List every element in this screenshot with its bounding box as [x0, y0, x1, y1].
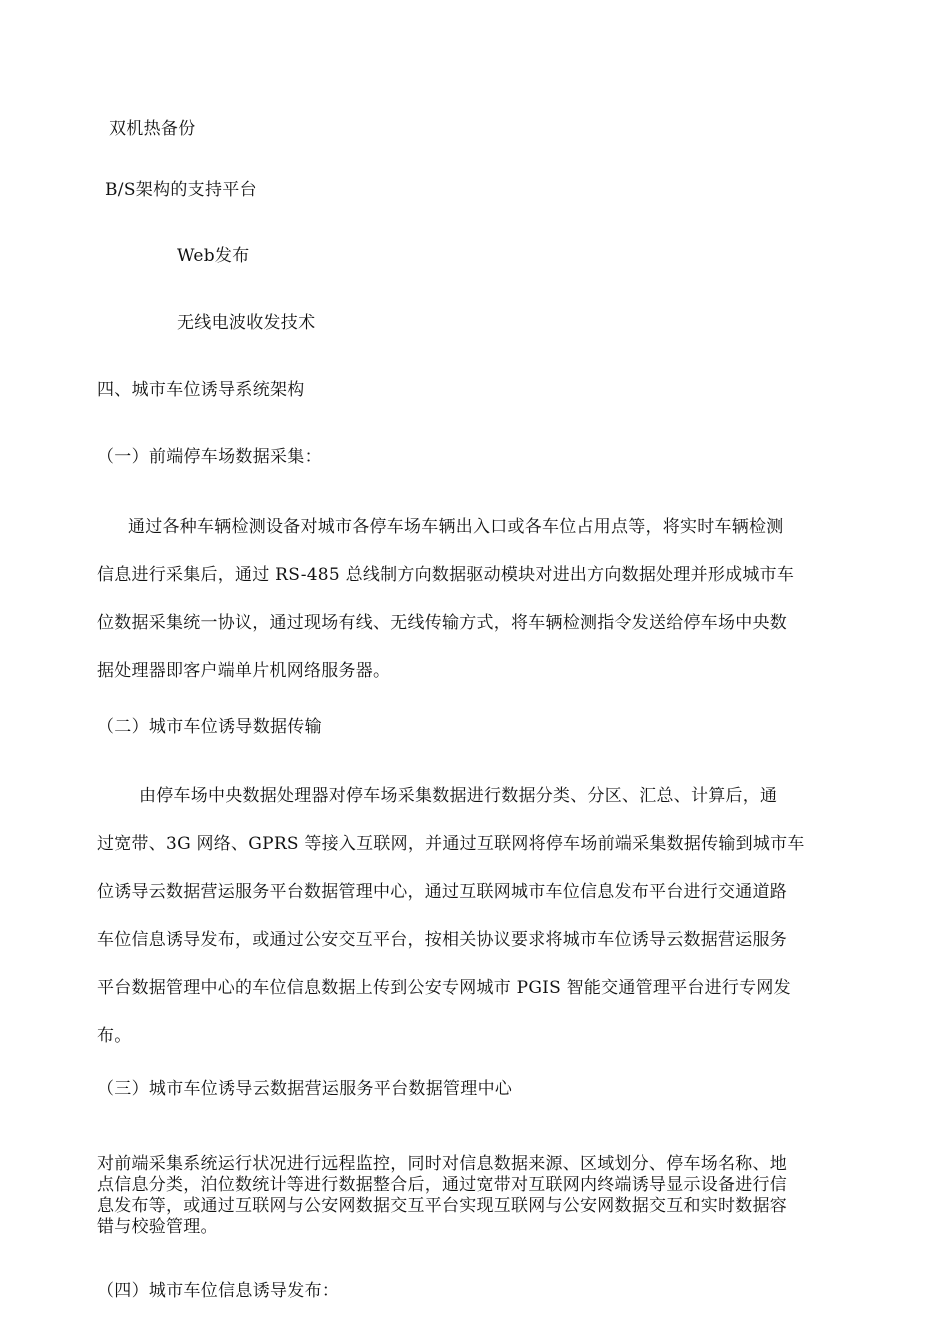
paragraph-line: 位数据采集统一协议，通过现场有线、无线传输方式，将车辆检测指令发送给停车场中央数	[97, 613, 787, 633]
paragraph-line: 位诱导云数据营运服务平台数据管理中心，通过互联网城市车位信息发布平台进行交通道路	[97, 882, 787, 902]
list-item-bs-platform: B/S架构的支持平台	[105, 180, 257, 200]
subsection-heading-4: （四）城市车位信息诱导发布：	[97, 1281, 340, 1301]
paragraph-2	[97, 772, 805, 1060]
list-item-dual-hot-backup: 双机热备份	[109, 119, 196, 139]
paragraph-line: 错与校验管理。	[97, 1217, 218, 1237]
paragraph-line: 车位信息诱导发布，或通过公安交互平台，按相关协议要求将城市车位诱导云数据营运服务	[97, 930, 787, 950]
paragraph-line: 由停车场中央数据处理器对停车场采集数据进行数据分类、分区、汇总、计算后，通	[139, 786, 778, 806]
subsection-heading-1: （一）前端停车场数据采集：	[97, 447, 322, 467]
list-item-web-publish: Web发布	[177, 246, 250, 266]
paragraph-line: 信息进行采集后，通过 RS-485 总线制方向数据驱动模块对进出方向数据处理并形成城市车	[97, 565, 795, 585]
paragraph-line: 点信息分类，泊位数统计等进行数据整合后，通过宽带对互联网内终端诱导显示设备进行信	[97, 1175, 787, 1195]
paragraph-line: 对前端采集系统运行状况进行远程监控，同时对信息数据来源、区域划分、停车场名称、地	[97, 1154, 787, 1174]
paragraph-1	[97, 503, 794, 695]
paragraph-line: 平台数据管理中心的车位信息数据上传到公安专网城市 PGIS 智能交通管理平台进行专网发	[97, 978, 791, 998]
subsection-heading-2: （二）城市车位诱导数据传输	[97, 717, 322, 737]
section-heading: 四、城市车位诱导系统架构	[97, 380, 305, 400]
paragraph-line: 布。	[97, 1026, 132, 1046]
paragraph-3	[97, 1154, 787, 1238]
list-item-radio-tech: 无线电波收发技术	[177, 313, 316, 333]
paragraph-line: 通过各种车辆检测设备对城市各停车场车辆出入口或各车位占用点等，将实时车辆检测	[128, 517, 784, 537]
paragraph-line: 过宽带、3G 网络、GPRS 等接入互联网，并通过互联网将停车场前端采集数据传输到城市车	[97, 834, 805, 854]
subsection-heading-3: （三）城市车位诱导云数据营运服务平台数据管理中心	[97, 1079, 513, 1099]
paragraph-line: 据处理器即客户端单片机网络服务器。	[97, 661, 391, 681]
paragraph-line: 息发布等，或通过互联网与公安网数据交互平台实现互联网与公安网数据交互和实时数据容	[97, 1196, 787, 1216]
